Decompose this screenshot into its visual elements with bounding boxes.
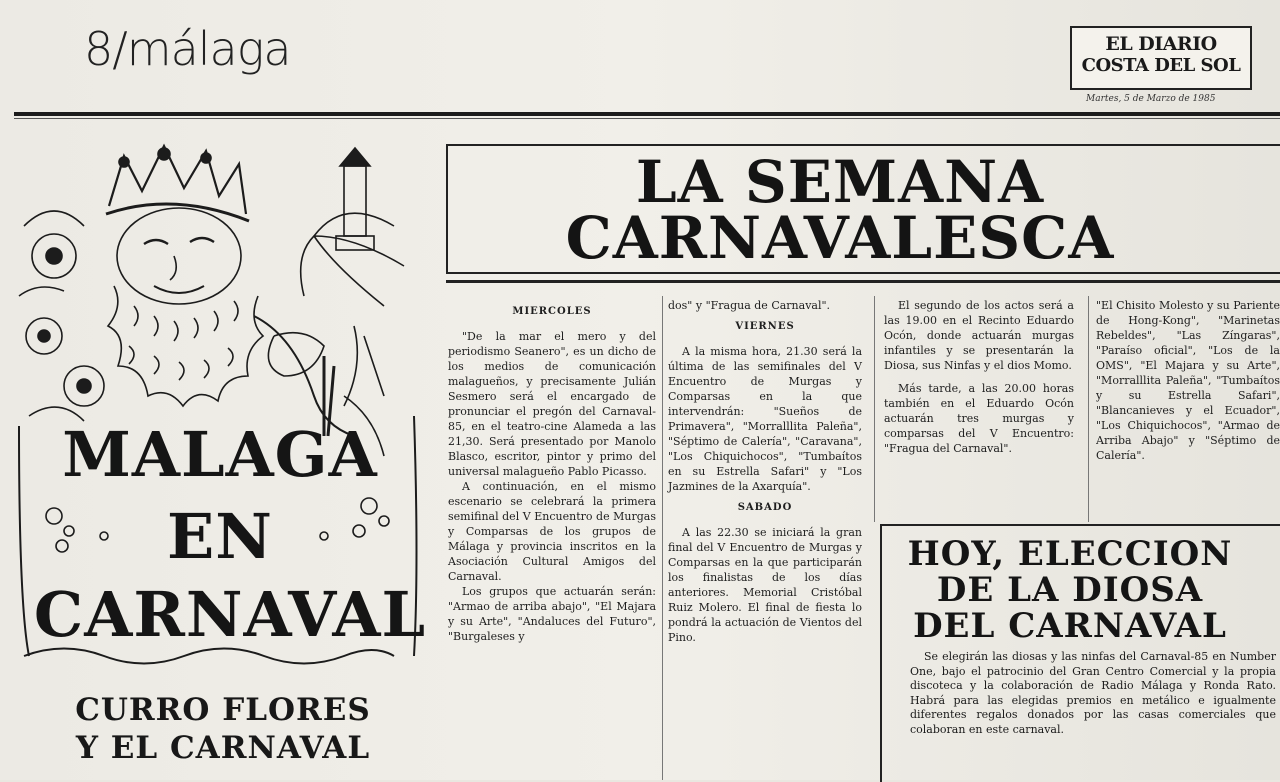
headline-line1: LA SEMANA — [635, 148, 1045, 216]
side-article-title-line2: Y EL CARNAVAL — [75, 730, 371, 766]
paragraph: "El Chisito Molesto y su Pariente de Hong-Kong", "Marinetas Rebeldes", "Las Zíngaras", "Paraíso oficial", "Los de la OMS", "El Majara y su Arte", "Morralllita Paleña", "Tumbaítos y su Estrella Safari", "Blancanieves y el Ecuador", "Los Chiquichocos", "Armao de Arriba Abajo" y "Séptimo de Calería". — [1096, 299, 1280, 462]
paragraph: Más tarde, a las 20.00 horas también en el Eduardo Ocón actuarán tres murgas y comparsas del V Encuentro: "Fragua del Carnaval". — [884, 382, 1074, 455]
paragraph: Se elegirán las diosas y las ninfas del Carnaval-85 en Number One, bajo el patrocinio del Gran Centro Comercial y la propia discoteca y la colaboración de Radio Málaga y Ronda Rato. Habrá para las elegidas premios en metálico e igualmente diferentes regalos donados por las casas comerciales que colaboran en este carnaval. — [910, 650, 1276, 736]
paragraph: A la misma hora, 21.30 será la última de las semifinales del V Encuentro de Murgas y Comparsas en la que intervendrán: "Sueños de Primavera", "Morralllita Paleña", "Séptimo de Calería", "Caravana", "Los Chiquichocos", "Tumbaítos en su Estrella Safari" y "Los Jazmines de la Axarquía". — [668, 345, 862, 493]
section-heading: 8/málaga — [84, 22, 291, 76]
side-article-title-line1: CURRO FLORES — [75, 692, 371, 728]
article-column-2 — [668, 298, 862, 645]
illustration-title-line3: CARNAVAL — [33, 578, 427, 651]
subhead-sabado: SABADO — [737, 502, 793, 513]
header-rule-thin — [14, 118, 1280, 119]
article-column-4 — [1096, 298, 1280, 524]
header-rule — [14, 112, 1280, 116]
column-divider — [1088, 296, 1089, 522]
masthead-line1: EL DIARIO — [1105, 33, 1217, 55]
subhead-miercoles: MIERCOLES — [512, 306, 592, 317]
illustration-title-line2: EN — [167, 500, 273, 573]
masthead-logo — [1070, 26, 1252, 90]
paragraph: "De la mar el mero y del periodismo Seanero", es un dicho de los medios de comunicación malagueños, y precisamente Julián Sesmero será el encargado de pronunciar el pregón del Carnaval-85, en el teatro-cine Alameda a las 21,30. Será presentado por Manolo Blasco, escritor, pintor y primo del universal malagueño Pablo Picasso. — [448, 330, 656, 478]
article-column-1 — [448, 298, 656, 644]
issue-date: Martes, 5 de Marzo de 1985 — [1086, 94, 1216, 104]
diosa-headline-line3: DEL CARNAVAL — [913, 606, 1227, 646]
diosa-article-body — [910, 650, 1276, 737]
illustration-title-line1: MALAGA — [62, 418, 378, 491]
diosa-headline-line1: HOY, ELECCION — [907, 534, 1233, 574]
column-divider — [662, 296, 663, 780]
paragraph: El segundo de los actos será a las 19.00 en el Recinto Eduardo Ocón, donde actuarán murgas infantiles y se presentarán la Diosa, sus Ninfas y el dios Momo. — [884, 299, 1074, 372]
paragraph: A las 22.30 se iniciará la gran final del V Encuentro de Murgas y Comparsas en la que participarán los finalistas de los días anteriores. Memorial Cristóbal Ruiz Molero. El final de fiesta lo pondrá la actuación de Vientos del Pino. — [668, 526, 862, 644]
headline-box — [446, 144, 1280, 274]
headline-line2: CARNAVALESCA — [565, 204, 1115, 272]
article-column-3 — [884, 298, 1074, 456]
column-divider — [874, 296, 875, 522]
headline-rule — [446, 280, 1280, 283]
paragraph: Los grupos que actuarán serán: "Armao de arriba abajo", "El Majara y su Arte", "Andaluces del Futuro", "Burgaleses y — [448, 585, 656, 643]
paragraph: dos" y "Fragua de Carnaval". — [668, 299, 831, 312]
subhead-viernes: VIERNES — [735, 321, 795, 332]
paragraph: A continuación, en el mismo escenario se celebrará la primera semifinal del V Encuentro de Murgas y Comparsas de los grupos de Málaga y provincia inscritos en la Asociación Cultural Amigos del Carnaval. — [448, 480, 656, 583]
diosa-headline-line2: DE LA DIOSA — [936, 570, 1204, 610]
masthead-line2: COSTA DEL SOL — [1081, 55, 1241, 76]
